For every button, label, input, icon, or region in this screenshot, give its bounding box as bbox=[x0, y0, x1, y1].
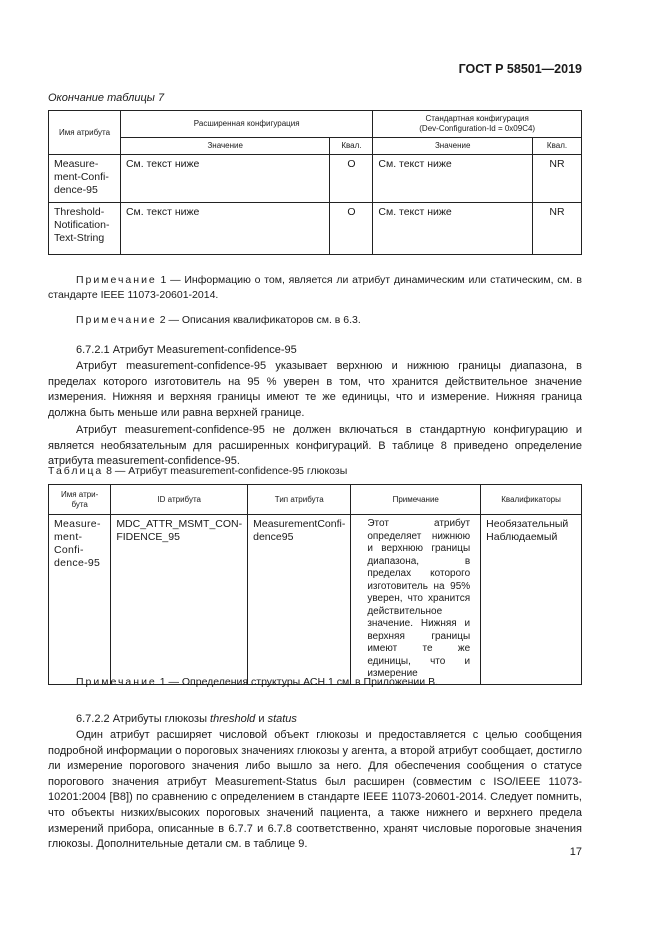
table-row bbox=[49, 515, 582, 685]
table-row bbox=[49, 155, 582, 203]
table7-caption: Окончание таблицы 7 bbox=[48, 92, 165, 104]
t7-header-std-id: (Dev-Configuration-Id = 0x09C4) bbox=[419, 124, 536, 133]
t8-header-note: Примечание bbox=[351, 485, 481, 515]
t7-header-std bbox=[373, 111, 582, 138]
t7-row2-std-value: См. текст ниже bbox=[373, 203, 533, 255]
note-label: Примечание bbox=[76, 676, 157, 688]
table8-caption-text: 8 — Атрибут measurement-confidence-95 глюкозы bbox=[103, 465, 348, 477]
t8-header-name: Имя атри- бута bbox=[49, 485, 111, 515]
standard-number: ГОСТ Р 58501—2019 bbox=[458, 62, 582, 76]
heading-status: status bbox=[267, 713, 297, 725]
t8-header-qual: Квалификаторы bbox=[481, 485, 582, 515]
section-6722-heading bbox=[76, 713, 297, 725]
t8-row-id: MDC_ATTR_MSMT_CON- FIDENCE_95 bbox=[111, 515, 248, 685]
t7-row1-ext-qual: O bbox=[330, 155, 373, 203]
t7-row2-attr: Threshold- Notification- Text-String bbox=[49, 203, 121, 255]
page-number: 17 bbox=[569, 846, 582, 858]
table7-note-1 bbox=[48, 273, 582, 303]
t7-header-qual: Квал. bbox=[330, 138, 373, 155]
note-text: 1 — Определения структуры АСН.1 см. в Приложении В. bbox=[156, 676, 438, 688]
t7-row1-attr: Measure- ment-Confi- dence-95 bbox=[49, 155, 121, 203]
t8-row-type: MeasurementConfi- dence95 bbox=[248, 515, 351, 685]
t7-header-ext: Расширенная конфигурация bbox=[120, 111, 372, 138]
note-text: 2 — Описания квалификаторов см. в 6.3. bbox=[156, 314, 361, 326]
t7-header-attr: Имя атрибута bbox=[49, 111, 121, 155]
heading-threshold: threshold bbox=[210, 713, 256, 725]
section-6721-paragraph-2: Атрибут measurement-confidence-95 не должен включаться в стандартную конфигурацию и является необязательным для расширенных конфигураций. В таблице 8 приведено определение атрибута measurement-confidence-95. bbox=[48, 424, 582, 468]
t8-row-name: Measure- ment-Confi- dence-95 bbox=[49, 515, 111, 685]
t7-row2-ext-qual: O bbox=[330, 203, 373, 255]
t7-header-std-title: Стандартная конфигурация bbox=[425, 114, 529, 123]
section-6721-paragraph-1: Атрибут measurement-confidence-95 указывает верхнюю и нижнюю границы диапазона, в пределах которого изготовитель на 95 % уверен в том, что хранится действительное значение измерения. Нижняя и верхняя границы имеют те же единицы, что и измерение. Нижняя граница должна быть меньше или равна верхней границе. bbox=[48, 360, 582, 419]
heading-prefix: 6.7.2.2 Атрибуты глюкозы bbox=[76, 713, 211, 725]
t7-row1-std-qual: NR bbox=[533, 155, 582, 203]
table-row bbox=[49, 203, 582, 255]
t7-header-qual2: Квал. bbox=[533, 138, 582, 155]
table8 bbox=[48, 484, 582, 685]
t7-row1-ext-value: См. текст ниже bbox=[120, 155, 329, 203]
t8-row-qual: Необязательный Наблюдаемый bbox=[481, 515, 582, 685]
t8-row-note: Этот атрибут определяет нижнюю и верхнюю границы диапазона, в пределах которого изготовитель на 95% уверен, что хранится действительное значение. Нижняя и верхняя границы имеют те же единицы, что и измерение bbox=[351, 515, 481, 685]
section-6721-heading: 6.7.2.1 Атрибут Measurement-confidence-95 bbox=[76, 344, 297, 356]
table7-note-2 bbox=[76, 313, 582, 328]
note-text: 1 — Информацию о том, является ли атрибут динамическим или статическим, см. в стандарте IEEE 11073-20601-2014. bbox=[48, 274, 582, 302]
note-label: Примечание bbox=[76, 274, 157, 286]
table8-caption-label: Таблица bbox=[48, 465, 104, 477]
t7-row1-std-value: См. текст ниже bbox=[373, 155, 533, 203]
note-label: Примечание bbox=[76, 314, 157, 326]
t8-header-id: ID атрибута bbox=[111, 485, 248, 515]
t8-header-type: Тип атрибута bbox=[248, 485, 351, 515]
t7-row2-ext-value: См. текст ниже bbox=[120, 203, 329, 255]
t7-row2-std-qual: NR bbox=[533, 203, 582, 255]
t7-header-value2: Значение bbox=[373, 138, 533, 155]
table8-note-1 bbox=[76, 675, 582, 690]
section-6722-paragraph-1: Один атрибут расширяет числовой объект глюкозы и предоставляется с целью сообщения подробной информации о пороговых значениях глюкозы у агента, а второй атрибут сообщает, достигло ли измерение порогового значения либо вышло за него. Для обеспечения сообщения о статусе порогового значения атрибут Measurement-Status был расширен (совместим с ISO/IEEE 11073-10201:2004 [В8]) по сравнению с определением в стандарте IEEE 11073-20601-2014. Следует помнить, что объекты низких/высоких пороговых значений пациента, а также нижнего и верхнего предела измерений прибора, описанные в 6.7.7 и 6.7.8 соответственно, хранят числовые пороговые значения глюкозы. Дополнительные детали см. в таблице 9. bbox=[48, 729, 582, 851]
heading-mid: и bbox=[255, 713, 268, 725]
t7-header-value: Значение bbox=[120, 138, 329, 155]
table7 bbox=[48, 110, 582, 255]
table8-caption bbox=[48, 465, 347, 477]
